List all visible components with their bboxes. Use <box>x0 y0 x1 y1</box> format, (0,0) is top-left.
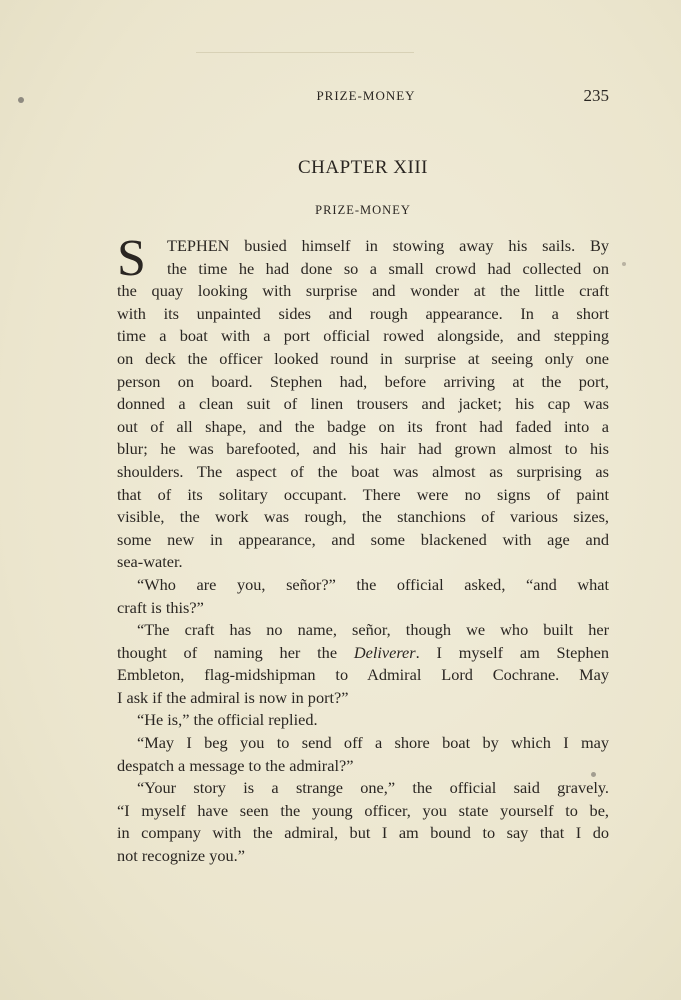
top-rule <box>196 52 414 53</box>
text-line: person on board. Stephen had, before arriving at the port, <box>117 371 609 391</box>
page-header <box>117 86 609 108</box>
drop-cap: S <box>117 230 146 287</box>
text-line: “The craft has no name, señor, though we who built her <box>137 620 609 640</box>
text-line: “Who are you, señor?” the official asked, “and what <box>137 574 609 594</box>
text-line: “I myself have seen the young officer, you state yourself to be, <box>117 800 609 820</box>
text-line: in company with the admiral, but I am bound to say that I do <box>117 823 609 843</box>
text-line: I ask if the admiral is now in port?” <box>117 687 349 707</box>
text-line: Embleton, flag-midshipman to Admiral Lord Cochrane. May <box>117 665 609 685</box>
text-line: blur; he was barefooted, and his hair had grown almost to his <box>117 439 609 459</box>
text-line: “May I beg you to send off a shore boat by which I may <box>137 733 609 753</box>
text-line: on deck the officer looked round in surprise at seeing only one <box>117 348 609 368</box>
ink-speck <box>18 97 24 103</box>
ship-name: Deliverer <box>353 642 416 662</box>
text-line: some new in appearance, and some blackened with age and <box>117 529 609 549</box>
text-line: visible, the work was rough, the stanchions of various sizes, <box>117 507 609 527</box>
text-fragment: . I myself am Stephen <box>415 642 609 662</box>
text-line <box>117 642 609 665</box>
text-line: time a boat with a port official rowed alongside, and stepping <box>117 326 609 346</box>
text-line: the time he had done so a small crowd had collected on <box>167 258 609 278</box>
text-line: “He is,” the official replied. <box>137 710 318 730</box>
text-line: out of all shape, and the badge on its front had faded into a <box>117 416 609 436</box>
text-line: TEPHEN busied himself in stowing away his sails. By <box>167 236 609 255</box>
text-line: with its unpainted sides and rough appearance. In a short <box>117 303 609 323</box>
running-head: PRIZE-MONEY <box>316 88 416 103</box>
text-line: not recognize you.” <box>117 846 245 866</box>
text-fragment: thought of naming her the <box>117 642 354 662</box>
text-line: despatch a message to the admiral?” <box>117 755 354 775</box>
text-line: shoulders. The aspect of the boat was almost as surprising as <box>117 461 609 481</box>
ink-speck <box>622 262 626 266</box>
text-line: donned a clean suit of linen trousers and jacket; his cap was <box>117 394 609 414</box>
text-line: sea-water. <box>117 552 183 572</box>
text-line: craft is this?” <box>117 597 204 617</box>
text-line: that of its solitary occupant. There were no signs of paint <box>117 484 609 504</box>
body-text <box>117 230 609 868</box>
chapter-subtitle: PRIZE-MONEY <box>315 203 411 217</box>
text-line: the quay looking with surprise and wonder at the little craft <box>117 281 609 301</box>
text-line: “Your story is a strange one,” the official said gravely. <box>137 778 609 798</box>
chapter-title: CHAPTER XIII <box>297 157 429 178</box>
page-number: 235 <box>583 86 609 105</box>
